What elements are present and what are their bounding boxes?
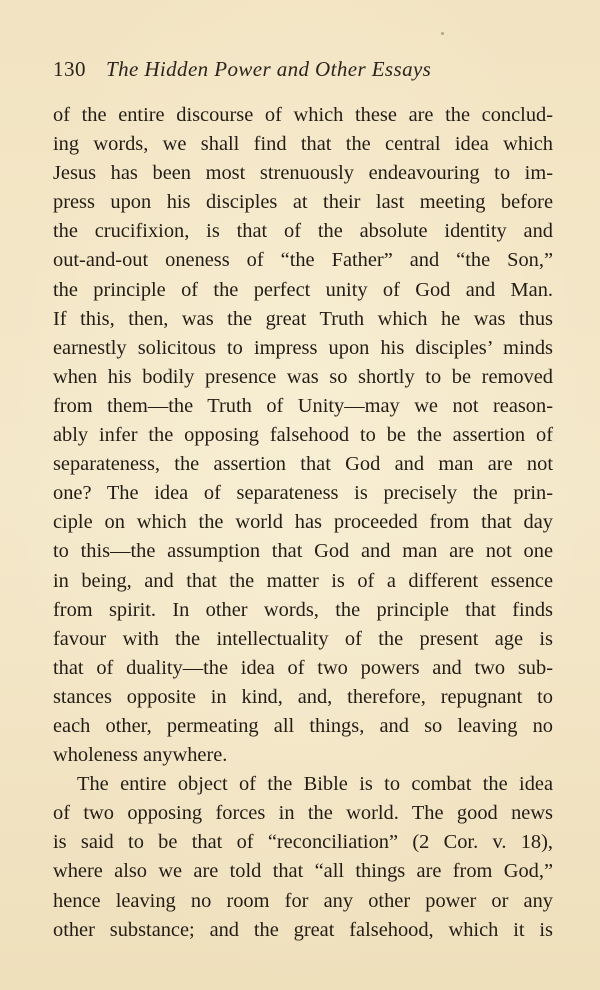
text-line: where also we are told that “all things are from God,” xyxy=(53,860,553,883)
text-line: out-and-out oneness of “the Father” and “the Son,” xyxy=(53,249,553,272)
paragraph xyxy=(53,101,553,770)
text-line: that of duality—the idea of two powers and two sub- xyxy=(53,656,553,679)
text-line: ably infer the opposing falsehood to be the assertion of xyxy=(53,424,553,447)
running-head xyxy=(53,57,553,87)
text-line: hence leaving no room for any other power or any xyxy=(53,889,553,912)
text-line: If this, then, was the great Truth which he was thus xyxy=(53,307,553,330)
text-line: press upon his disciples at their last meeting before xyxy=(53,191,553,214)
text-line: of the entire discourse of which these are the conclud- xyxy=(53,104,553,126)
text-line: each other, permeating all things, and so leaving no xyxy=(53,714,553,737)
paper-speck xyxy=(441,32,444,35)
book-title: The Hidden Power and Other Essays xyxy=(106,57,432,81)
text-line: the crucifixion, is that of the absolute identity and xyxy=(53,220,553,243)
text-line: is said to be that of “reconciliation” (2 Cor. v. 18), xyxy=(53,831,553,854)
text-line: to this—the assumption that God and man are not one xyxy=(53,540,553,563)
text-line: ing words, we shall find that the central idea which xyxy=(53,133,553,156)
text-line: from them—the Truth of Unity—may we not reason- xyxy=(53,394,553,417)
text-line: when his bodily presence was so shortly to be removed xyxy=(53,365,553,388)
text-line: in being, and that the matter is of a different essence xyxy=(53,569,553,592)
page-number: 130 xyxy=(53,57,86,81)
text-line: the principle of the perfect unity of God and Man. xyxy=(53,278,553,301)
text-line: other substance; and the great falsehood, which it is xyxy=(53,918,553,941)
text-line: of two opposing forces in the world. The good news xyxy=(53,802,553,825)
text-line: The entire object of the Bible is to combat the idea xyxy=(77,773,553,796)
text-line: ciple on which the world has proceeded from that day xyxy=(53,511,553,534)
text-line: separateness, the assertion that God and man are not xyxy=(53,453,553,476)
text-line: one? The idea of separateness is precisely the prin- xyxy=(53,482,553,505)
text-line: Jesus has been most strenuously endeavouring to im- xyxy=(53,162,553,185)
text-line: stances opposite in kind, and, therefore, repugnant to xyxy=(53,685,553,708)
text-line: from spirit. In other words, the principle that finds xyxy=(53,598,553,621)
text-line: earnestly solicitous to impress upon his disciples’ minds xyxy=(53,336,553,359)
paragraph xyxy=(53,770,553,945)
text-line: wholeness anywhere. xyxy=(53,744,228,767)
body-text xyxy=(53,101,553,945)
text-line: favour with the intellectuality of the present age is xyxy=(53,627,553,650)
